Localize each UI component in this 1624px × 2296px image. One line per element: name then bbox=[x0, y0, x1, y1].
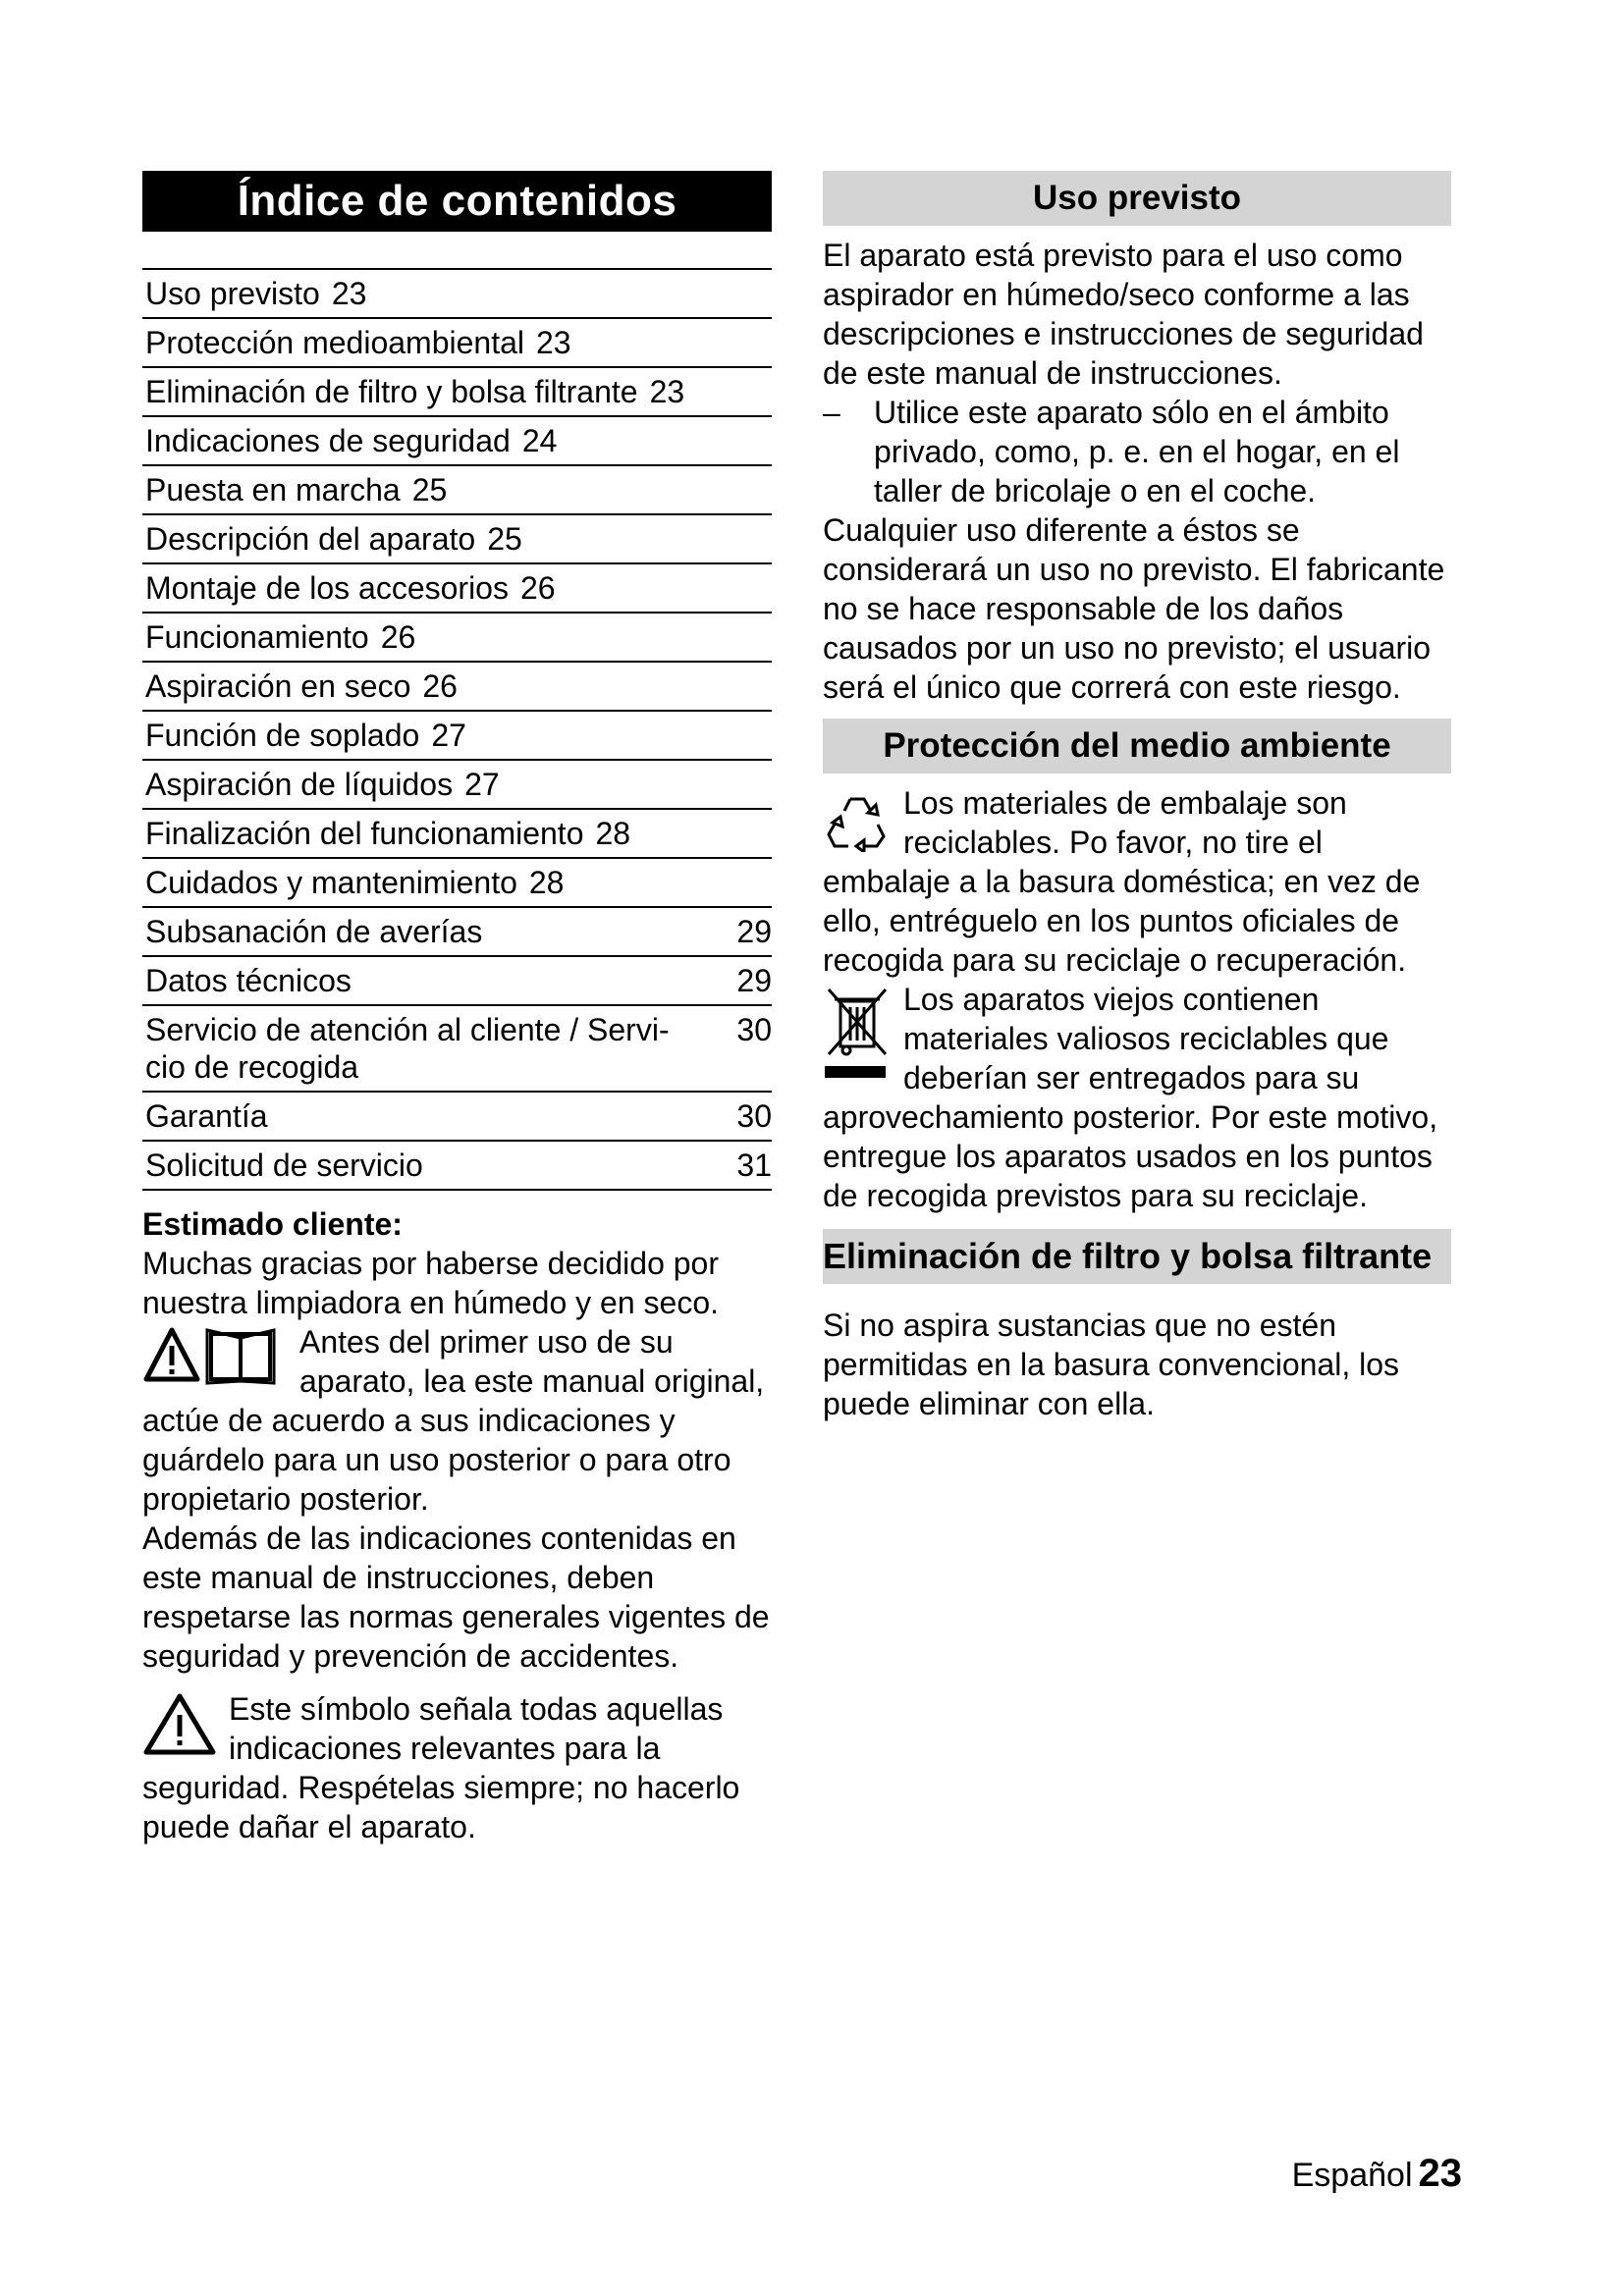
toc-entry-title: Datos técnicos bbox=[145, 963, 352, 998]
toc-entry[interactable] bbox=[142, 1142, 772, 1191]
toc-entry-text: Aspiración de líquidos bbox=[145, 767, 454, 802]
toc-entry-page: 30 bbox=[736, 1098, 772, 1134]
toc-entry[interactable] bbox=[142, 417, 772, 466]
uso-other-text: Cualquier uso diferente a éstos se considerará un uso no previsto. El fabricante no se hace responsable de los daños causados por un uso no previsto; el usuario será el único que correrá con este riesgo. bbox=[823, 512, 1445, 705]
toc-entry-page: 23 bbox=[649, 374, 685, 409]
warning-note-text: Este símbolo señala todas aquellas indicaciones relevantes para la seguridad. Respételas siempre; no hacerlo puede dañar el aparato. bbox=[142, 1691, 740, 1844]
toc-entry-title: Servicio de atención al cliente / Servi- cio de recogida bbox=[145, 1012, 670, 1085]
toc-entry-text: Función de soplado bbox=[145, 718, 420, 753]
filter-text: Si no aspira sustancias que no estén permitidas en la basura convencional, los puede eliminar con ella. bbox=[823, 1308, 1399, 1421]
toc-entry-page: 28 bbox=[595, 816, 631, 851]
page-number: 23 bbox=[1418, 2152, 1462, 2195]
toc-entry-page: 23 bbox=[535, 325, 571, 360]
toc-entry[interactable] bbox=[142, 712, 772, 761]
uso-heading: Uso previsto bbox=[823, 171, 1451, 226]
greeting-section bbox=[142, 1204, 772, 1322]
toc-entry-page: 27 bbox=[431, 718, 466, 753]
uso-bullet bbox=[823, 393, 1451, 510]
toc-entry-title bbox=[145, 471, 772, 508]
warning-triangle-icon bbox=[142, 1691, 217, 1765]
toc-entry[interactable] bbox=[142, 319, 772, 368]
recycle-text: Los materiales de embalaje son reciclables. Po favor, no tire el embalaje a la basura doméstica; en vez de ello, entréguelo en los puntos oficiales de recogida para su reciclaje o recuperación. bbox=[823, 785, 1421, 978]
weee-text: Los aparatos viejos contienen materiales valiosos reciclables que deberían ser entregados para su aprovechamiento posterior. Por este motivo, entregue los aparatos usados en los puntos de recogida previstos para su reciclaje. bbox=[823, 982, 1438, 1213]
toc-entry[interactable] bbox=[142, 564, 772, 614]
toc-entry-text: Finalización del funcionamiento bbox=[145, 816, 584, 851]
toc-entry[interactable] bbox=[142, 466, 772, 515]
toc-entry-text: Montaje de los accesorios bbox=[145, 570, 509, 606]
page-footer bbox=[1292, 2153, 1462, 2196]
table-of-contents bbox=[142, 268, 772, 1191]
toc-entry-text: Cuidados y mantenimiento bbox=[145, 865, 517, 900]
toc-entry-text: Eliminación de filtro y bolsa filtrante bbox=[145, 374, 638, 409]
toc-entry-page: 31 bbox=[736, 1148, 772, 1183]
weee-note bbox=[823, 980, 1451, 1215]
left-column bbox=[142, 171, 772, 1846]
toc-entry[interactable] bbox=[142, 1093, 772, 1142]
toc-entry[interactable] bbox=[142, 908, 772, 957]
toc-entry[interactable] bbox=[142, 614, 772, 663]
toc-entry[interactable] bbox=[142, 515, 772, 564]
toc-entry-title: Garantía bbox=[145, 1098, 268, 1134]
toc-entry-page: 26 bbox=[422, 668, 458, 704]
toc-entry-page: 30 bbox=[736, 1012, 772, 1047]
toc-entry-page: 29 bbox=[736, 914, 772, 949]
toc-entry-text: Puesta en marcha bbox=[145, 472, 401, 507]
toc-entry[interactable] bbox=[142, 368, 772, 417]
toc-entry-title bbox=[145, 766, 772, 803]
toc-entry-title bbox=[145, 667, 772, 705]
uso-bullet-text: Utilice este aparato sólo en el ámbito privado, como, p. e. en el hogar, en el taller de bricolaje o en el coche. bbox=[874, 395, 1400, 508]
manual-note bbox=[142, 1322, 772, 1519]
footer-language: Español bbox=[1291, 2157, 1413, 2194]
toc-entry-title bbox=[145, 422, 772, 459]
uso-text: El aparato está previsto para el uso como aspirador en húmedo/seco conforme a las descripciones e instrucciones de seguridad de este manual de instrucciones. bbox=[823, 238, 1424, 391]
toc-entry-text: Protección medioambiental bbox=[145, 325, 524, 360]
toc-entry[interactable] bbox=[142, 810, 772, 859]
env-heading: Protección del medio ambiente bbox=[823, 719, 1451, 774]
toc-entry-page: 29 bbox=[736, 963, 772, 998]
toc-entry-title bbox=[145, 815, 772, 852]
recycle-icon bbox=[823, 791, 892, 861]
toc-heading: Índice de contenidos bbox=[142, 171, 772, 232]
toc-entry-text: Indicaciones de seguridad bbox=[145, 423, 511, 458]
toc-entry-title bbox=[145, 373, 772, 410]
toc-entry[interactable] bbox=[142, 1006, 772, 1093]
filter-heading: Eliminación de filtro y bolsa filtrante bbox=[823, 1229, 1451, 1284]
manual-note-text: Antes del primer uso de su aparato, lea este manual original, actúe de acuerdo a sus indicaciones y guárdelo para un uso posterior o para otro propietario posterior. bbox=[142, 1324, 765, 1517]
right-column bbox=[823, 171, 1451, 1423]
regulations-text: Además de las indicaciones contenidas en este manual de instrucciones, deben respetarse las normas generales vigentes de seguridad y prevención de accidentes. bbox=[142, 1521, 770, 1674]
dash-marker: – bbox=[823, 395, 840, 430]
toc-entry-page: 26 bbox=[519, 570, 556, 606]
toc-entry-title: Subsanación de averías bbox=[145, 914, 483, 949]
toc-entry-text: Descripción del aparato bbox=[145, 521, 476, 557]
toc-entry-page: 25 bbox=[487, 521, 522, 557]
toc-entry-text: Aspiración en seco bbox=[145, 668, 411, 704]
toc-entry[interactable] bbox=[142, 270, 772, 319]
toc-entry-title bbox=[145, 864, 772, 901]
warning-manual-icon bbox=[142, 1324, 288, 1394]
toc-entry-title bbox=[145, 275, 772, 312]
toc-entry[interactable] bbox=[142, 957, 772, 1006]
toc-entry-text: Funcionamiento bbox=[145, 619, 369, 655]
toc-entry-page: 26 bbox=[380, 619, 416, 655]
toc-entry-page: 24 bbox=[521, 423, 558, 458]
toc-entry-page: 27 bbox=[464, 767, 500, 802]
warning-note bbox=[142, 1689, 772, 1846]
toc-entry[interactable] bbox=[142, 761, 772, 810]
toc-entry-title bbox=[145, 520, 772, 558]
toc-entry[interactable] bbox=[142, 859, 772, 908]
toc-entry-title bbox=[145, 324, 772, 361]
toc-entry-text: Uso previsto bbox=[145, 276, 320, 311]
toc-entry-title bbox=[145, 618, 772, 656]
greeting: Estimado cliente: bbox=[142, 1206, 403, 1242]
toc-entry-page: 25 bbox=[411, 472, 448, 507]
toc-entry-page: 28 bbox=[528, 865, 565, 900]
toc-entry-title bbox=[145, 717, 772, 754]
toc-entry-title bbox=[145, 569, 772, 607]
recycle-note bbox=[823, 783, 1451, 980]
toc-entry-page: 23 bbox=[331, 276, 367, 311]
crossed-bin-icon bbox=[823, 984, 892, 1091]
toc-entry-title: Solicitud de servicio bbox=[145, 1148, 423, 1183]
intro-text: Muchas gracias por haberse decidido por nuestra limpiadora en húmedo y en seco. bbox=[142, 1246, 720, 1320]
toc-entry[interactable] bbox=[142, 663, 772, 712]
